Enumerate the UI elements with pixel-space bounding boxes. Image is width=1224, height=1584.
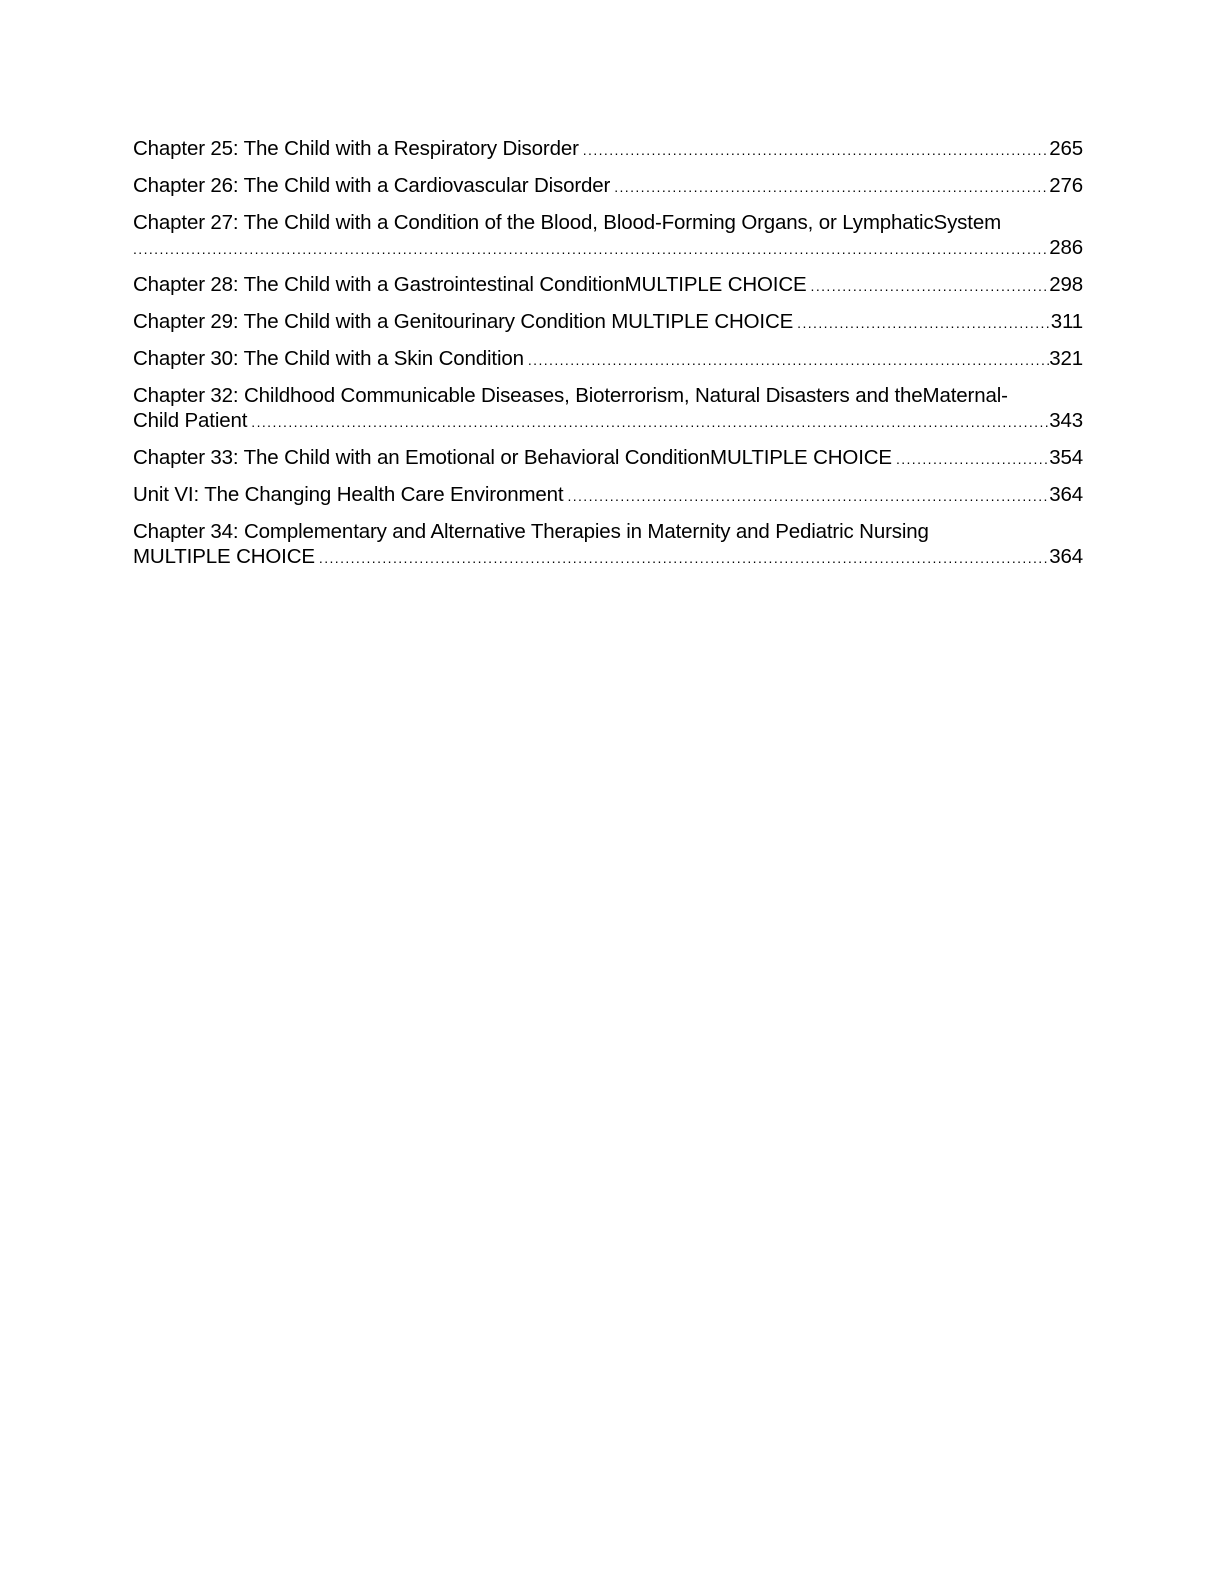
toc-entry-title: Chapter 25: The Child with a Respiratory Disorder xyxy=(133,137,579,160)
toc-entry-title: Chapter 29: The Child with a Genitourinary Condition MULTIPLE CHOICE xyxy=(133,310,794,333)
toc-entry-title-line2: Child Patient xyxy=(133,409,248,432)
dot-leader xyxy=(583,138,1049,163)
toc-entry-page: 354 xyxy=(1049,446,1083,469)
toc-entry-page: 343 xyxy=(1049,409,1083,432)
dot-leader xyxy=(251,410,1049,435)
dot-leader xyxy=(614,175,1049,200)
toc-entry-page: 298 xyxy=(1049,273,1083,296)
dot-leader xyxy=(811,274,1050,299)
toc-entry-title-line1: Chapter 34: Complementary and Alternative Therapies in Maternity and Pediatric Nursing xyxy=(133,520,929,543)
toc-entry-chapter-25[interactable] xyxy=(133,136,1083,163)
toc-entry-title: Unit VI: The Changing Health Care Environment xyxy=(133,483,564,506)
toc-entry-page: 364 xyxy=(1049,483,1083,506)
toc-entry-chapter-27[interactable] xyxy=(133,210,1083,262)
dot-leader xyxy=(896,447,1049,472)
dot-leader xyxy=(567,484,1049,509)
toc-entry-title: Chapter 28: The Child with a Gastrointestinal ConditionMULTIPLE CHOICE xyxy=(133,273,807,296)
toc-entry-page: 321 xyxy=(1049,347,1083,370)
toc-entry-title: Chapter 30: The Child with a Skin Condition xyxy=(133,347,524,370)
dot-leader xyxy=(797,311,1051,336)
toc-entry-title-line1: Chapter 32: Childhood Communicable Diseases, Bioterrorism, Natural Disasters and theMaternal- xyxy=(133,384,1008,407)
toc-entry-chapter-34[interactable] xyxy=(133,519,1083,571)
toc-entry-chapter-30[interactable] xyxy=(133,346,1083,373)
toc-entry-chapter-28[interactable] xyxy=(133,272,1083,299)
toc-entry-page: 364 xyxy=(1049,545,1083,568)
toc-entry-title: Chapter 26: The Child with a Cardiovascular Disorder xyxy=(133,174,611,197)
table-of-contents xyxy=(133,136,1083,581)
toc-entry-title: Chapter 33: The Child with an Emotional or Behavioral ConditionMULTIPLE CHOICE xyxy=(133,446,892,469)
dot-leader xyxy=(528,348,1049,373)
toc-entry-chapter-29[interactable] xyxy=(133,309,1083,336)
toc-entry-chapter-33[interactable] xyxy=(133,445,1083,472)
toc-entry-page: 265 xyxy=(1049,137,1083,160)
toc-entry-title-line2: MULTIPLE CHOICE xyxy=(133,545,315,568)
toc-entry-chapter-32[interactable] xyxy=(133,383,1083,435)
toc-entry-page: 311 xyxy=(1050,310,1083,333)
toc-entry-page: 286 xyxy=(1049,236,1083,259)
toc-entry-page: 276 xyxy=(1049,174,1083,197)
toc-entry-unit-vi[interactable] xyxy=(133,482,1083,509)
toc-entry-title-line1: Chapter 27: The Child with a Condition of the Blood, Blood-Forming Organs, or LymphaticSystem xyxy=(133,211,1001,234)
toc-entry-chapter-26[interactable] xyxy=(133,173,1083,200)
dot-leader xyxy=(133,237,1049,262)
dot-leader xyxy=(319,546,1049,571)
